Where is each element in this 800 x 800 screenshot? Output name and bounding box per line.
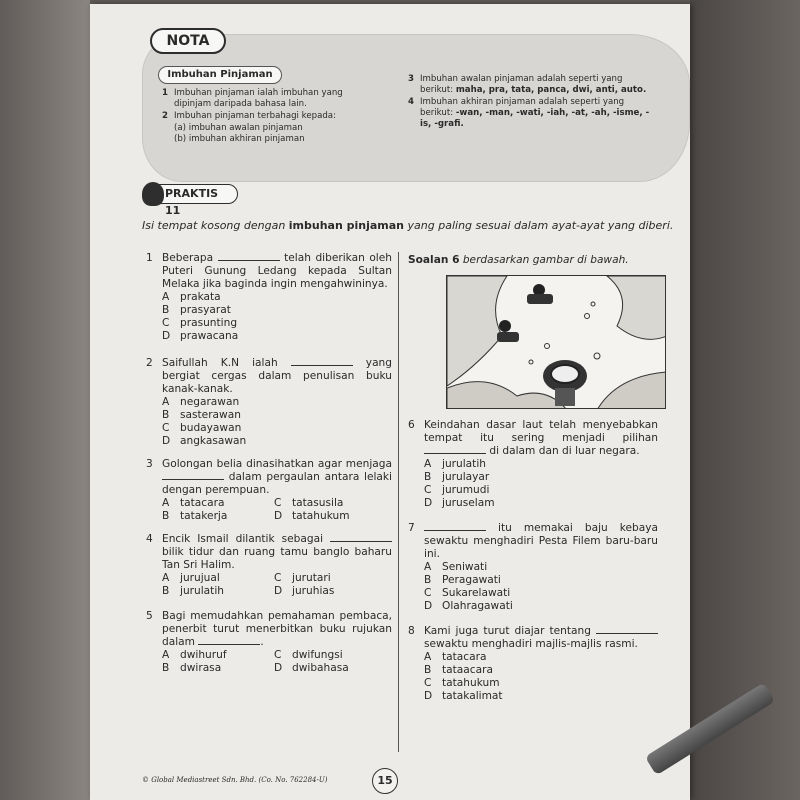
option: C tatasusila bbox=[274, 497, 344, 509]
answer-blank bbox=[162, 479, 224, 480]
option: A prakata bbox=[162, 291, 221, 303]
workbook-page bbox=[90, 4, 690, 800]
option: B jurulayar bbox=[424, 471, 490, 483]
answer-blank bbox=[424, 530, 486, 531]
praktis-label: PRAKTIS 11 bbox=[146, 184, 238, 204]
option: D juruhias bbox=[274, 585, 335, 597]
option: C prasunting bbox=[162, 317, 238, 329]
diver-illustration bbox=[446, 275, 666, 409]
question-7: 7 itu memakai baju kebaya sewaktu menghadiri Pesta Filem baru-baru ini. A Seniwati B Peragawati C Sukarelawati D Olahragawati bbox=[408, 522, 658, 612]
question-6: 6 Keindahan dasar laut telah menyebabkan tempat itu sering menjadi pilihan di dalam dan di luar negara. A jurulatih B jurulayar C jurumudi D juruselam bbox=[408, 419, 658, 509]
option: D dwibahasa bbox=[274, 662, 349, 674]
page-number: 15 bbox=[372, 768, 398, 794]
option: B prasyarat bbox=[162, 304, 231, 316]
option: B tataacara bbox=[424, 664, 493, 676]
option: D angkasawan bbox=[162, 435, 247, 447]
answer-blank bbox=[596, 633, 658, 634]
nota-point: 1 Imbuhan pinjaman ialah imbuhan yang dipinjam daripada bahasa lain. bbox=[162, 88, 343, 109]
option: B dwirasa bbox=[162, 662, 222, 674]
option: D juruselam bbox=[424, 497, 495, 509]
nota-point: 3 Imbuhan awalan pinjaman adalah seperti yang berikut: maha, pra, tata, panca, dwi, anti, auto. bbox=[408, 74, 647, 95]
question-4: 4 Encik Ismail dilantik sebagai bilik tidur dan ruang tamu banglo baharu Tan Sri Halim. A jurujual C jurutari B jurulatih D juruhias bbox=[146, 533, 392, 597]
option: B jurulatih bbox=[162, 585, 224, 597]
answer-blank bbox=[198, 644, 260, 645]
questions-left-column bbox=[146, 252, 392, 683]
option: C budayawan bbox=[162, 422, 242, 434]
instruction-text: Isi tempat kosong dengan imbuhan pinjaman yang paling sesuai dalam ayat-ayat yang diberi. bbox=[142, 219, 674, 232]
column-divider bbox=[398, 252, 399, 752]
answer-blank bbox=[330, 541, 392, 542]
nota-subpoint: (b) imbuhan akhiran pinjaman bbox=[174, 134, 305, 144]
option: D prawacana bbox=[162, 330, 239, 342]
publisher-credit: © Global Mediastreet Sdn. Bhd. (Co. No. 762284-U) bbox=[142, 776, 328, 784]
option: C tatahukum bbox=[424, 677, 500, 689]
book-left-edge bbox=[0, 0, 90, 800]
answer-blank bbox=[424, 453, 486, 454]
nota-point: 4 Imbuhan akhiran pinjaman adalah seperti yang berikut: -wan, -man, -wati, -iah, -at, -ah, -isme, -is, -grafi. bbox=[408, 97, 650, 129]
question-5: 5 Bagi memudahkan pemahaman pembaca, penerbit turut menerbitkan buku rujukan dalam . A dwihuruf C dwifungsi B dwirasa D dwibahasa bbox=[146, 610, 392, 674]
questions-right-column bbox=[408, 254, 658, 711]
diver-drawing bbox=[447, 276, 666, 409]
option: B sasterawan bbox=[162, 409, 241, 421]
option: C jurutari bbox=[274, 572, 331, 584]
option: C jurumudi bbox=[424, 484, 490, 496]
option: C dwifungsi bbox=[274, 649, 343, 661]
option: A jurulatih bbox=[424, 458, 486, 470]
option: C Sukarelawati bbox=[424, 587, 511, 599]
option: A Seniwati bbox=[424, 561, 488, 573]
nota-title: NOTA bbox=[150, 28, 226, 54]
answer-blank bbox=[218, 260, 280, 261]
option: B Peragawati bbox=[424, 574, 501, 586]
question-2: 2 Saifullah K.N ialah yang bergiat cergas dalam penulisan buku kanak-kanak. A negarawan B sasterawan C budayawan D angkasawan bbox=[146, 357, 393, 447]
picture-instruction: Soalan 6 berdasarkan gambar di bawah. bbox=[408, 254, 629, 266]
option: D tatakalimat bbox=[424, 690, 503, 702]
option: D tatahukum bbox=[274, 510, 350, 522]
option: A tatacara bbox=[424, 651, 487, 663]
option: A dwihuruf bbox=[162, 649, 227, 661]
question-3: 3 Golongan belia dinasihatkan agar menjaga dalam pergaulan antara lelaki dengan perempuan. A tatacara C tatasusila B tatakerja D tatahukum bbox=[146, 458, 392, 522]
option: A tatacara bbox=[162, 497, 225, 509]
lightbulb-icon bbox=[142, 182, 164, 206]
option: A negarawan bbox=[162, 396, 240, 408]
nota-point: 2 Imbuhan pinjaman terbahagi kepada: bbox=[162, 111, 336, 121]
option: D Olahragawati bbox=[424, 600, 513, 612]
option: A jurujual bbox=[162, 572, 220, 584]
question-1: 1 Beberapa telah diberikan oleh Puteri Gunung Ledang kepada Sultan Melaka jika baginda ingin mengahwininya. A prakata B prasyarat C prasunting D prawacana bbox=[146, 252, 392, 342]
nota-left-column bbox=[162, 88, 372, 145]
option: B tatakerja bbox=[162, 510, 228, 522]
question-8: 8 Kami juga turut diajar tentang sewaktu menghadiri majlis-majlis rasmi. A tatacara B tataacara C tatahukum D tatakalimat bbox=[408, 625, 658, 703]
answer-blank bbox=[291, 365, 353, 366]
nota-subtitle: Imbuhan Pinjaman bbox=[158, 66, 282, 84]
nota-subpoint: (a) imbuhan awalan pinjaman bbox=[174, 123, 303, 133]
book-right-edge bbox=[690, 0, 800, 800]
nota-right-column bbox=[408, 74, 658, 131]
